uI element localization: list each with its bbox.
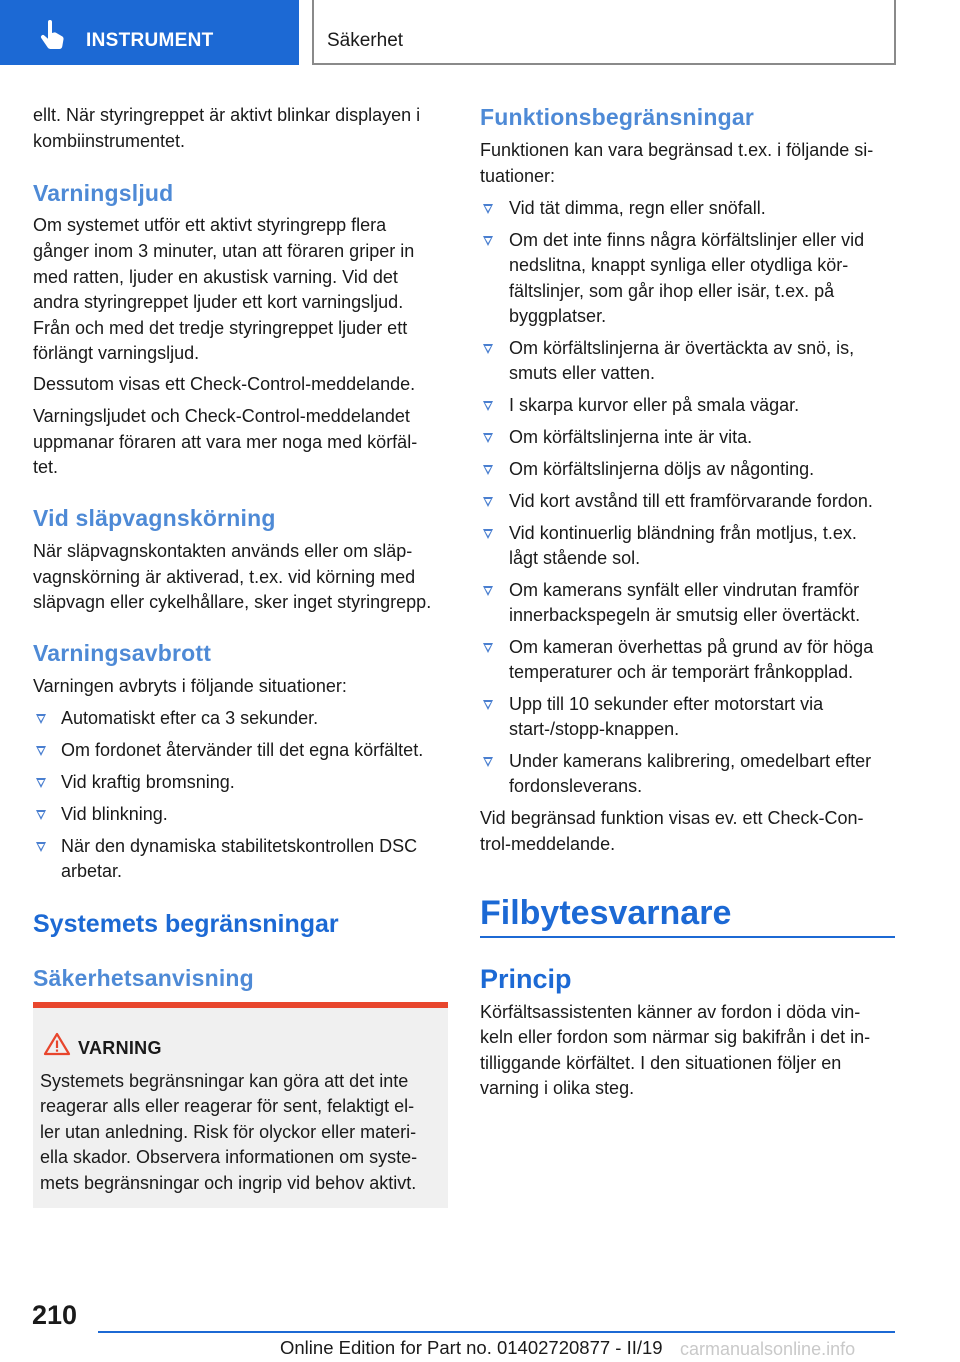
warning-triangle-icon [43, 1032, 71, 1056]
paragraph-line: Varningsljudet och Check-Control-meddelandet [33, 406, 410, 426]
section-tab [0, 0, 299, 65]
list-item: Upp till 10 sekunder efter motorstart via [509, 694, 824, 714]
paragraph-line: Körfältsassistenten känner av fordon i döda vin‐ [480, 1002, 861, 1022]
list-item: Om kameran överhettas på grund av för höga [509, 637, 874, 657]
list-item: Vid kraftig bromsning. [61, 772, 235, 792]
warning-box [33, 1002, 448, 1208]
paragraph-line: Om systemet utför ett aktivt styringrepp flera [33, 215, 387, 235]
paragraph-line: trol-meddelande. [480, 834, 616, 854]
bullet-icon [483, 497, 493, 507]
bullet-icon [483, 757, 493, 767]
heading-funktionsbegransningar: Funktionsbegränsningar [480, 104, 755, 130]
list-item: Vid tät dimma, regn eller snöfall. [509, 198, 766, 218]
list-item-cont: byggplatser. [509, 306, 607, 326]
bullet-icon [483, 236, 493, 246]
bullet-icon [483, 700, 493, 710]
list-item-cont: fältslinjer, som går ihop eller isär, t.ex. på [509, 281, 835, 301]
list-item: Vid blinkning. [61, 804, 168, 824]
paragraph-line: med ratten, ljuder en akustisk varning. Vid det [33, 267, 398, 287]
warning-line: ler utan anledning. Risk för olyckor eller materi‐ [40, 1122, 417, 1142]
section-tab-label: INSTRUMENT [86, 30, 214, 51]
paragraph-line: Funktionen kan vara begränsad t.ex. i följande si‐ [480, 140, 874, 160]
heading-varningsavbrott: Varningsavbrott [33, 640, 212, 666]
bullet-icon [483, 529, 493, 539]
paragraph-line: förlängt varningsljud. [33, 343, 200, 363]
heading-varningsljud: Varningsljud [33, 180, 174, 206]
chapter-title: Säkerhet [327, 30, 404, 51]
paragraph-line: andra styringreppet ljuder ett kort varningsljud. [33, 292, 404, 312]
footer-watermark[interactable]: carmanualsonline.info [680, 1339, 856, 1359]
paragraph-line: uppmanar föraren att vara mer noga med körfäl‐ [33, 432, 418, 452]
bullet-icon [36, 778, 46, 788]
bullet-icon [483, 586, 493, 596]
paragraph-line: Varningen avbryts i följande situationer: [33, 676, 347, 696]
list-item-cont: smuts eller vatten. [509, 363, 656, 383]
bullet-icon [36, 714, 46, 724]
bullet-icon [483, 204, 493, 214]
list-item: Under kamerans kalibrering, omedelbart efter [509, 751, 872, 771]
warning-title: VARNING [78, 1038, 162, 1058]
heading-sakerhetsanvisning: Säkerhetsanvisning [33, 965, 254, 991]
warning-line: mets begränsningar och ingrip vid behov aktivt. [40, 1173, 417, 1193]
paragraph-line: släpvagn eller cykelhållare, sker inget styringrepp. [33, 592, 432, 612]
bullet-icon [36, 746, 46, 756]
list-item: När den dynamiska stabilitetskontrollen DSC [61, 836, 418, 856]
bullet-icon [36, 842, 46, 852]
intro-line-2: kombiinstrumentet. [33, 131, 186, 151]
bullet-icon [483, 433, 493, 443]
paragraph-line: varning i olika steg. [480, 1078, 635, 1098]
heading-princip: Princip [480, 964, 572, 994]
list-item: Om körfältslinjerna döljs av någonting. [509, 459, 815, 479]
paragraph-line: tet. [33, 457, 59, 477]
paragraph-line: tuationer: [480, 166, 556, 186]
bullet-icon [483, 465, 493, 475]
list-item-cont: innerbackspegeln är smutsig eller övertäckt. [509, 605, 861, 625]
list-item-cont: nedslitna, knappt synliga eller otydliga kör‐ [509, 255, 849, 275]
footer-edition: Online Edition for Part no. 01402720877 - II/19 [280, 1337, 663, 1358]
heading-filbytesvarnare: Filbytesvarnare [480, 894, 732, 932]
list-item: Om kamerans synfält eller vindrutan framför [509, 580, 860, 600]
chapter-header [312, 0, 896, 65]
paragraph-line: Dessutom visas ett Check-Control-meddelande. [33, 374, 416, 394]
list-item: Automatiskt efter ca 3 sekunder. [61, 708, 319, 728]
footer-rule [98, 1331, 895, 1333]
list-item-cont: start-/stopp-knappen. [509, 719, 680, 739]
warning-line: reagerar alls eller reagerar för sent, felaktigt el‐ [40, 1096, 415, 1116]
list-item-cont: fordonsleverans. [509, 776, 643, 796]
paragraph-line: keln eller fordon som närmar sig bakifrån i det in‐ [480, 1027, 871, 1047]
list-item: Om fordonet återvänder till det egna körfältet. [61, 740, 424, 760]
warning-line: ella skador. Observera informationen om syste‐ [40, 1147, 418, 1167]
intro-line-1: ellt. När styringreppet är aktivt blinkar displayen i [33, 105, 421, 125]
bullet-icon [483, 643, 493, 653]
heading-underline [480, 936, 895, 938]
hand-pointer-icon [38, 20, 66, 50]
heading-systemets-begransningar: Systemets begränsningar [33, 910, 339, 938]
paragraph-line: När släpvagnskontakten används eller om släp‐ [33, 541, 413, 561]
list-item-cont: lågt stående sol. [509, 548, 641, 568]
heading-slapvagn: Vid släpvagnskörning [33, 505, 276, 531]
paragraph-line: gånger inom 3 minuter, utan att föraren griper in [33, 241, 415, 261]
bullet-icon [483, 401, 493, 411]
list-item: Om det inte finns några körfältslinjer eller vid [509, 230, 865, 250]
paragraph-line: Vid begränsad funktion visas ev. ett Check-Con‐ [480, 808, 864, 828]
list-item-cont: temperaturer och är temporärt frånkopplad. [509, 662, 854, 682]
list-item: Vid kort avstånd till ett framförvarande fordon. [509, 491, 873, 511]
warning-line: Systemets begränsningar kan göra att det inte [40, 1071, 409, 1091]
list-item: Om körfältslinjerna är övertäckta av snö, is, [509, 338, 855, 358]
bullet-icon [483, 344, 493, 354]
page-number: 210 [32, 1300, 78, 1330]
list-item-cont: arbetar. [61, 861, 123, 881]
list-item: I skarpa kurvor eller på smala vägar. [509, 395, 800, 415]
list-item: Vid kontinuerlig bländning från motljus, t.ex. [509, 523, 857, 543]
paragraph-line: vagnskörning är aktiverad, t.ex. vid körning med [33, 567, 416, 587]
bullet-icon [36, 810, 46, 820]
paragraph-line: tilliggande körfältet. I den situationen följer en [480, 1053, 842, 1073]
list-item: Om körfältslinjerna inte är vita. [509, 427, 753, 447]
paragraph-line: Från och med det tredje styringreppet ljuder ett [33, 318, 408, 338]
